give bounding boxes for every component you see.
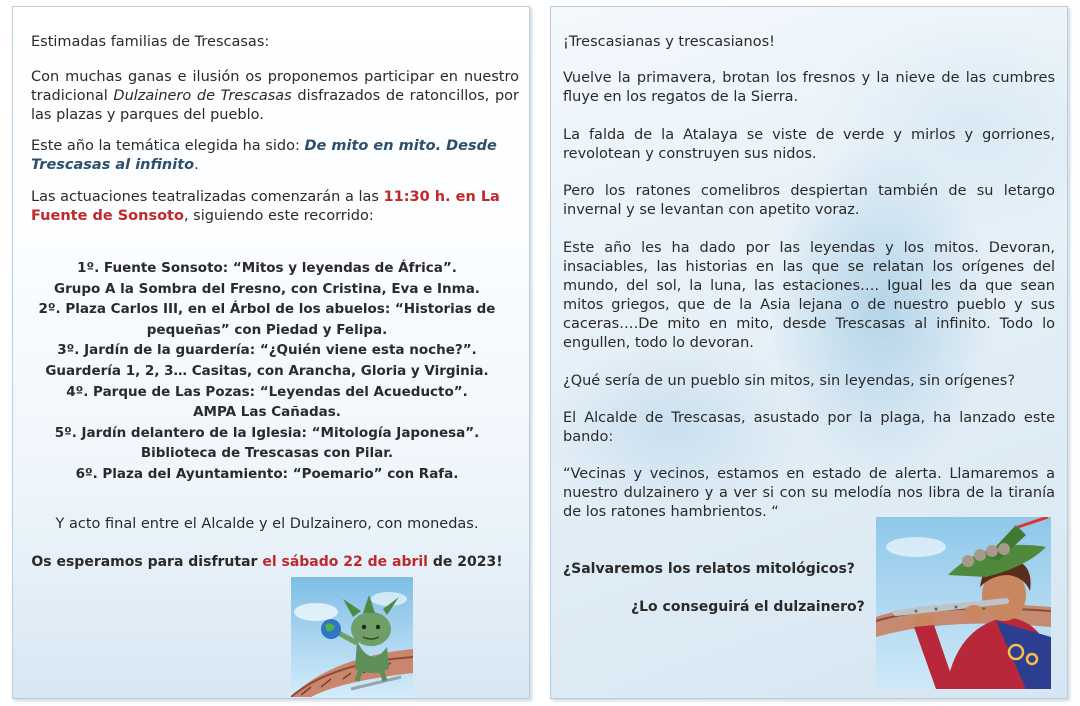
start-end: , siguiendo este recorrido: (183, 208, 374, 224)
route-line: AMPA Las Cañadas. (193, 404, 341, 421)
route-line: 5º. Jardín delantero de la Iglesia: “Mitología Japonesa”. (54, 424, 480, 441)
start-lead: Las actuaciones teatralizadas comenzarán a las (31, 189, 379, 205)
dulzainero-illustration (876, 517, 1051, 689)
left-greeting: Estimadas familias de Trescasas: (31, 34, 270, 50)
right-paragraph-3: Pero los ratones comelibros despiertan también de su letargo invernal y se levantan con apetito voraz. (563, 183, 1055, 218)
left-intro-paragraph (31, 68, 519, 125)
theme-title: De mito en mito. Desde Trescasas al infinito (31, 138, 497, 173)
route-line: 2º. Plaza Carlos III, en el Árbol de los abuelos: “Historias de (38, 301, 496, 318)
invitation-line (27, 553, 507, 572)
left-letter-panel (12, 6, 530, 699)
start-time-place: 11:30 h. en La Fuente de Sonsoto (31, 189, 500, 224)
right-paragraph-5: ¿Qué sería de un pueblo sin mitos, sin leyendas, sin orígenes? (563, 373, 1016, 389)
right-paragraph-2: La falda de la Atalaya se viste de verde y mirlos y gorriones, revolotean y construyen sus nidos. (563, 127, 1055, 162)
right-letter-panel (550, 6, 1068, 699)
right-question-2: ¿Lo conseguirá el dulzainero? (631, 599, 865, 615)
route-line: 4º. Parque de Las Pozas: “Leyendas del Acueducto”. (66, 383, 468, 400)
route-line: Biblioteca de Trescasas con Pilar. (140, 445, 394, 462)
left-start-paragraph (31, 188, 521, 226)
theme-lead: Este año la temática elegida ha sido: (31, 138, 300, 154)
invite-end: de 2023! (432, 554, 503, 570)
intro-emphasis: Dulzainero de Trescasas (113, 88, 292, 104)
intro-text-1: Con muchas ganas e ilusión os proponemos participar en nuestro tradicional (31, 69, 519, 104)
right-paragraph-4: Este año les ha dado por las leyendas y los mitos. Devoran, insaciables, las historias en las que se relatan los orígenes del mundo, del sol, la luna, las estaciones…. Igual les da que sean mitos griegos, que de la Asia lejana o de nuestro pueblo y sus caceras….De mito en mito, desde Trescasas al infinito. Todo lo engullen, todo lo devoran. (563, 240, 1055, 351)
right-greeting: ¡Trescasianas y trescasianos! (563, 34, 775, 50)
route-line: 1º. Fuente Sonsoto: “Mitos y leyendas de África”. (77, 260, 457, 276)
route-line: pequeñas” con Piedad y Felipa. (146, 321, 388, 338)
right-question-1: ¿Salvaremos los relatos mitológicos? (563, 561, 855, 577)
route-line: Grupo A la Sombra del Fresno, con Cristina, Eva e Inma. (54, 280, 480, 297)
route-line: Guardería 1, 2, 3… Casitas, con Arancha, Gloria y Virginia. (45, 362, 489, 379)
route-list (27, 258, 507, 485)
right-paragraph-7: “Vecinas y vecinos, estamos en estado de alerta. Llamaremos a nuestro dulzainero y a ver si con su melodía nos libra de la tiranía de los ratones hambrientos. “ (563, 466, 1055, 520)
route-line: 3º. Jardín de la guardería: “¿Quién viene esta noche?”. (57, 342, 477, 359)
right-paragraph-1: Vuelve la primavera, brotan los fresnos y la nieve de las cumbres fluye en los regatos de la Sierra. (563, 70, 1055, 105)
theme-end: . (194, 157, 199, 173)
mouse-globe-illustration (291, 577, 413, 697)
invite-date: el sábado 22 de abril (262, 554, 428, 570)
left-theme-paragraph (31, 137, 521, 175)
right-paragraph-6: El Alcalde de Trescasas, asustado por la plaga, ha lanzado este bando: (563, 410, 1055, 445)
invite-lead: Os esperamos para disfrutar (31, 554, 258, 570)
route-line: 6º. Plaza del Ayuntamiento: “Poemario” con Rafa. (75, 465, 459, 482)
intro-text-2: disfrazados de ratoncillos, por las plazas y parques del pueblo. (31, 88, 520, 123)
final-act-text: Y acto final entre el Alcalde y el Dulzainero, con monedas. (55, 516, 479, 532)
